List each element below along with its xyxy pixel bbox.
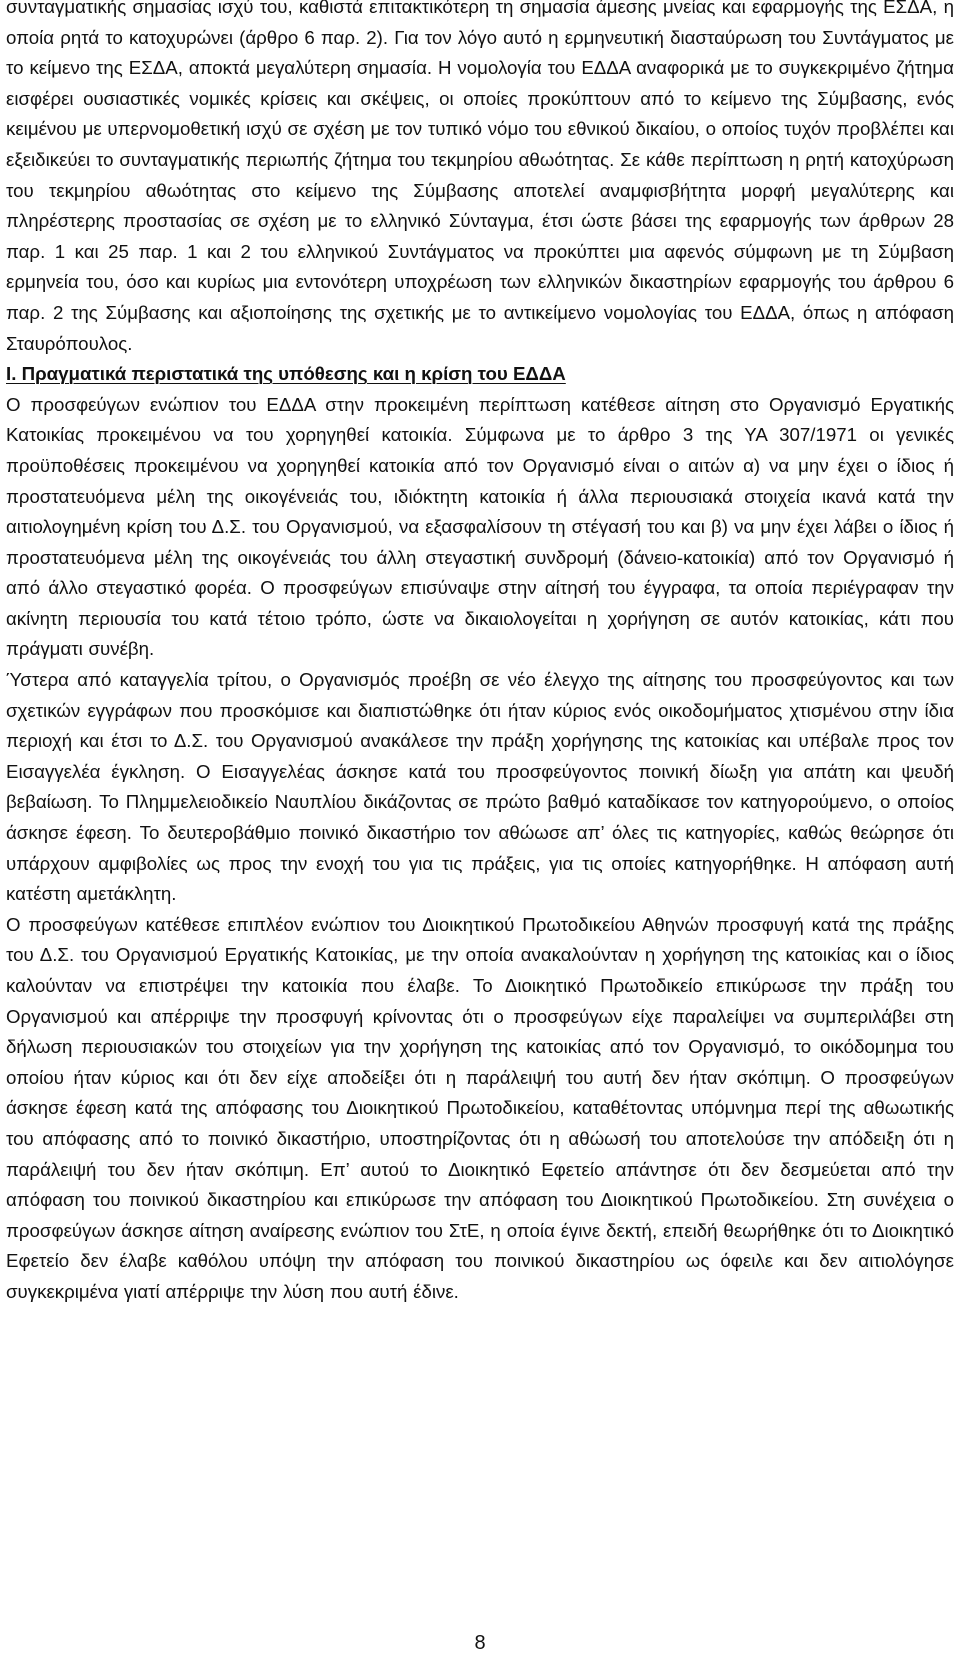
facts-paragraph-1: Ο προσφεύγων ενώπιον του ΕΔΔΑ στην προκειμένη περίπτωση κατέθεσε αίτηση στο Οργανισμό Εργατικής Κατοικίας προκειμένου να του χορηγηθεί κατοικία. Σύμφωνα με το άρθρο 3 της ΥΑ 307/1971 οι γενικές προϋποθέσεις προκειμένου να χορηγηθεί κατοικία από τον Οργανισμό είναι ο αιτών α) να μην έχει ο ίδιος ή προστατευόμενα μέλη της οικογένειάς του, ιδιόκτητη κατοικία ή άλλα περιουσιακά στοιχεία ικανά κατά την αιτιολογημένη κρίση του Δ.Σ. του Οργανισμού, να εξασφαλίσουν τη στέγασή του και β) να μην έχει λάβει ο ίδιος ή προστατευόμενα μέλη της οικογένειάς του άλλη στεγαστική συνδρομή (δάνειο-κατοικία) από τον Οργανισμό ή από άλλο στεγαστικό φορέα. Ο προσφεύγων επισύναψε στην αίτησή του έγγραφα, τα οποία περιέγραφαν την ακίνητη περιουσία του κατά τέτοιο τρόπο, ώστε να δικαιολογείται η χορήγηση σε αυτόν κατοικίας, κάτι που πράγματι συνέβη.: [6, 393, 954, 660]
facts-paragraph-2: Ύστερα από καταγγελία τρίτου, ο Οργανισμός προέβη σε νέο έλεγχο της αίτησης του προσφεύγοντος και των σχετικών εγγράφων που προσκόμισε και διαπιστώθηκε ότι ήταν κύριος ενός οικοδομήματος χτισμένου στην ίδια περιοχή και έτσι το Δ.Σ. του Οργανισμού ανακάλεσε την πράξη χορήγησης της κατοικίας και υπέβαλε προς τον Εισαγγελέα έγκληση. Ο Εισαγγελέας άσκησε κατά του προσφεύγοντος ποινική δίωξη για απάτη και ψευδή βεβαίωση. Το Πλημμελειοδικείο Ναυπλίου δικάζοντας σε πρώτο βαθμό καταδίκασε τον κατηγορούμενο, ο οποίος άσκησε έφεση. Το δευτεροβάθμιο ποινικό δικαστήριο τον αθώωσε απ’ όλες τις κατηγορίες, καθώς θεώρησε ότι υπάρχουν αμφιβολίες ως προς την ενοχή του για τις πράξεις, για τις οποίες κατηγορήθηκε. Η απόφαση αυτή κατέστη αμετάκλητη.: [6, 669, 954, 905]
document-body: [6, 0, 954, 1308]
section-heading: Ι. Πραγματικά περιστατικά της υπόθεσης και η κρίση του ΕΔΔΑ: [6, 363, 566, 385]
page-number: 8: [474, 1632, 486, 1654]
facts-paragraph-3: Ο προσφεύγων κατέθεσε επιπλέον ενώπιον του Διοικητικού Πρωτοδικείου Αθηνών προσφυγή κατά της πράξης του Δ.Σ. του Οργανισμού Εργατικής Κατοικίας, με την οποία ανακαλούνταν η χορήγηση της κατοικίας και ο ίδιος καλούνταν να επιστρέψει την κατοικία που έλαβε. Το Διοικητικό Πρωτοδικείο επικύρωσε την πράξη του Οργανισμού και απέρριψε την προσφυγή κρίνοντας ότι ο προσφεύγων είχε παραλείψει να συμπεριλάβει στη δήλωση περιουσιακών του στοιχείων για την χορήγηση της κατοικίας από τον Οργανισμό, το οικόδομημα του οποίου ήταν κύριος και ότι δεν είχε αποδείξει ότι η παράλειψή του αυτή δεν ήταν σκόπιμη. Ο προσφεύγων άσκησε έφεση κατά της απόφασης του Διοικητικού Πρωτοδικείου, καταθέτοντας υπόμνημα περί της αθωωτικής του απόφασης από το ποινικό δικαστήριο, υποστηρίζοντας ότι η αθώωσή του αποτελούσε την απόδειξη ότι η παράλειψή του δεν ήταν σκόπιμη. Επ’ αυτού το Διοικητικό Εφετείο απάντησε ότι δεν δεσμεύεται από την απόφαση του ποινικού δικαστηρίου και επικύρωσε την απόφαση του Διοικητικού Πρωτοδικείου. Στη συνέχεια ο προσφεύγων άσκησε αίτηση αναίρεσης ενώπιον του ΣτΕ, η οποία έγινε δεκτή, επειδή θεωρήθηκε ότι το Διοικητικό Εφετείο δεν έλαβε καθόλου υπόψη την απόφαση του ποινικού δικαστηρίου ως όφειλε και δεν αιτιολόγησε συγκεκριμένα γιατί απέρριψε την λύση που αυτή έδινε.: [6, 913, 954, 1302]
intro-paragraph: συνταγματικής σημασίας ισχύ του, καθιστά επιτακτικότερη τη σημασία άμεσης μνείας και εφαρμογής της ΕΣΔΑ, η οποία ρητά το κατοχυρώνει (άρθρο 6 παρ. 2). Για τον λόγο αυτό η ερμηνευτική διασταύρωση του Συντάγματος με το κείμενο της ΕΣΔΑ, αποκτά μεγαλύτερη σημασία. Η νομολογία του ΕΔΔΑ αναφορικά με το συγκεκριμένο ζήτημα εισφέρει ουσιαστικές νομικές κρίσεις και σκέψεις, οι οποίες προκύπτουν από το κείμενο της Σύμβασης, ενός κειμένου με υπερνομοθετική ισχύ σε σχέση με τον τυπικό νόμο του εθνικού δικαίου, ο οποίος τυχόν προβλέπει και εξειδικεύει το συνταγματικής περιωπής ζήτημα του τεκμηρίου αθωότητας. Σε κάθε περίπτωση η ρητή κατοχύρωση του τεκμηρίου αθωότητας στο κείμενο της Σύμβασης αποτελεί αναμφισβήτητα μορφή μεγαλύτερης και πληρέστερης προστασίας σε σχέση με το ελληνικό Σύνταγμα, έτσι ώστε βάσει της εφαρμογής των άρθρων 28 παρ. 1 και 25 παρ. 1 και 2 του ελληνικού Συντάγματος να προκύπτει μια αφενός σύμφωνη με τη Σύμβαση ερμηνεία του, όσο και κυρίως μια εντονότερη υποχρέωση των ελληνικών δικαστηρίων εφαρμογής του άρθρου 6 παρ. 2 της Σύμβασης και αξιοποίησης της σχετικής με το αντικείμενο νομολογίας του ΕΔΔΑ, όπως η απόφαση Σταυρόπουλος.: [6, 0, 954, 354]
